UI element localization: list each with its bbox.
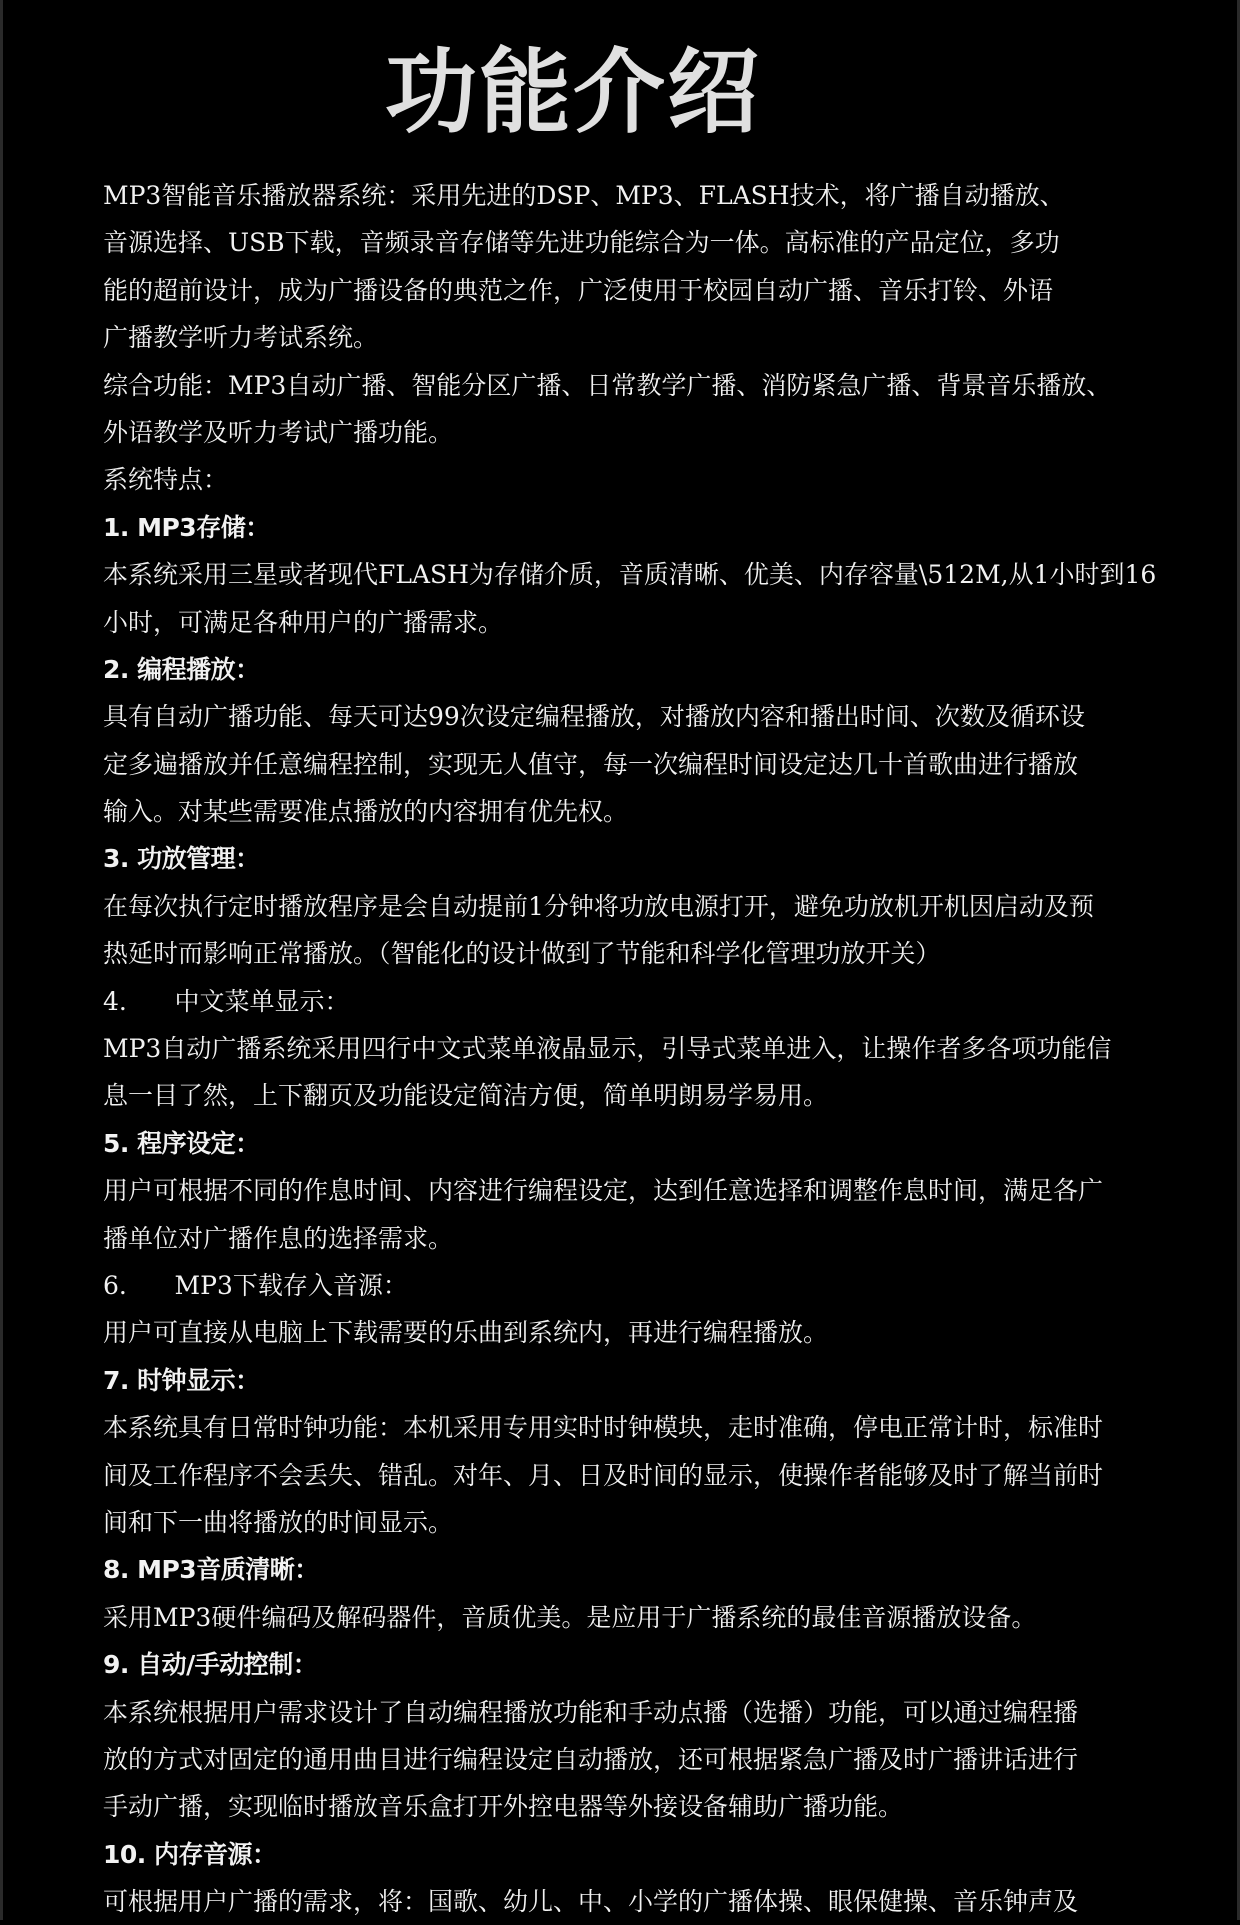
body-text-line: 本系统根据用户需求设计了自动编程播放功能和手动点播（选播）功能，可以通过编程播 — [103, 1697, 1079, 1727]
section-heading: 4. 中文菜单显示： — [103, 986, 350, 1016]
body-text-line: 用户可直接从电脑上下载需要的乐曲到系统内，再进行编程播放。 — [103, 1318, 829, 1348]
body-text-line: MP3智能音乐播放器系统：采用先进的DSP、MP3、FLASH技术，将广播自动播放、 — [103, 181, 1065, 210]
section-heading: 8. MP3音质清晰： — [103, 1555, 319, 1585]
section-heading: 5. 程序设定： — [103, 1128, 260, 1158]
body-text-line: 综合功能：MP3自动广播、智能分区广播、日常教学广播、消防紧急广播、背景音乐播放、 — [103, 370, 1112, 400]
section-heading: 9. 自动/手动控制： — [103, 1650, 318, 1680]
body-text-line: 用户可根据不同的作息时间、内容进行编程设定，达到任意选择和调整作息时间，满足各广 — [103, 1176, 1104, 1206]
body-text-line: 小时，可满足各种用户的广播需求。 — [103, 607, 504, 637]
body-text-line: 热延时而影响正常播放。（智能化的设计做到了节能和科学化管理功放开关） — [103, 939, 941, 969]
section-heading: 10. 内存音源： — [103, 1839, 277, 1869]
body-text-line: 播单位对广播作息的选择需求。 — [103, 1223, 454, 1253]
body-text-line: 息一目了然，上下翻页及功能设定简洁方便，简单明朗易学易用。 — [103, 1081, 829, 1111]
body-text-line: 间和下一曲将播放的时间显示。 — [103, 1507, 454, 1537]
body-text-line: 本系统采用三星或者现代FLASH为存储介质，音质清晰、优美、内存容量\512M,从1小时到16 — [103, 560, 1157, 590]
body-text-line: 音源选择、USB下载，音频录音存储等先进功能综合为一体。高标准的产品定位，多功 — [103, 228, 1060, 258]
body-text-line: 广播教学听力考试系统。 — [103, 323, 379, 353]
body-text-line: 可根据用户广播的需求，将：国歌、幼儿、中、小学的广播体操、眼保健操、音乐钟声及 — [103, 1887, 1079, 1917]
body-text-line: 具有自动广播功能、每天可达99次设定编程播放，对播放内容和播出时间、次数及循环设 — [103, 702, 1085, 732]
body-text-line: MP3自动广播系统采用四行中文式菜单液晶显示，引导式菜单进入，让操作者多各项功能信 — [103, 1034, 1112, 1064]
section-heading: 7. 时钟显示： — [103, 1365, 260, 1395]
section-heading: 3. 功放管理： — [103, 844, 260, 874]
body-text-line: 能的超前设计，成为广播设备的典范之作，广泛使用于校园自动广播、音乐打铃、外语 — [103, 275, 1054, 305]
body-text-line: 本系统具有日常时钟功能：本机采用专用实时时钟模块，走时准确，停电正常计时，标准时 — [103, 1413, 1104, 1443]
body-text-line: 定多遍播放并任意编程控制，实现无人值守，每一次编程时间设定达几十首歌曲进行播放 — [103, 749, 1079, 779]
section-heading: 6. MP3下载存入音源： — [103, 1270, 408, 1300]
body-text-line: 手动广播，实现临时播放音乐盒打开外控电器等外接设备辅助广播功能。 — [103, 1792, 904, 1822]
page-title: 功能介绍 — [384, 39, 761, 146]
body-text-line: 间及工作程序不会丢失、错乱。对年、月、日及时间的显示，使操作者能够及时了解当前时 — [103, 1460, 1104, 1490]
document-body — [103, 172, 1163, 1925]
body-text-line: 在每次执行定时播放程序是会自动提前1分钟将功放电源打开，避免功放机开机因启动及预 — [103, 891, 1094, 921]
body-text-line: 放的方式对固定的通用曲目进行编程设定自动播放，还可根据紧急广播及时广播讲话进行 — [103, 1744, 1079, 1774]
body-text-line: 采用MP3硬件编码及解码器件，音质优美。是应用于广播系统的最佳音源播放设备。 — [103, 1602, 1037, 1632]
body-text-line: 系统特点： — [103, 465, 229, 495]
section-heading: 2. 编程播放： — [103, 654, 260, 684]
section-heading: 1. MP3存储： — [103, 512, 270, 542]
body-text-line: 输入。对某些需要准点播放的内容拥有优先权。 — [103, 797, 629, 827]
body-text-line: 外语教学及听力考试广播功能。 — [103, 417, 454, 447]
